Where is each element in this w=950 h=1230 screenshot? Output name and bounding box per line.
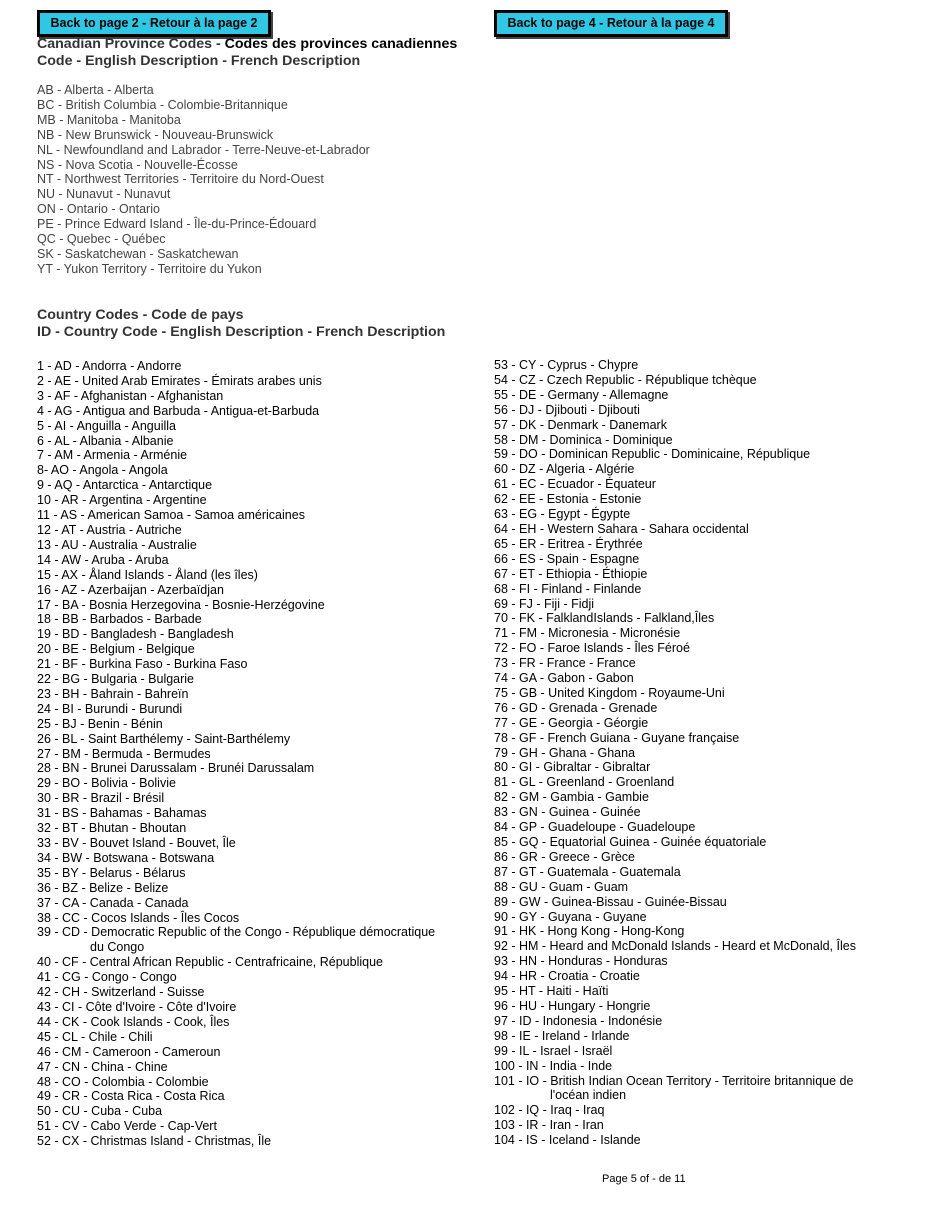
list-item: 41 - CG - Congo - Congo	[37, 970, 177, 985]
list-item: 91 - HK - Hong Kong - Hong-Kong	[494, 924, 685, 939]
list-item: 48 - CO - Colombia - Colombie	[37, 1074, 209, 1089]
list-item: 104 - IS - Iceland - Islande	[494, 1133, 641, 1148]
list-item: NU - Nunavut - Nunavut	[37, 187, 171, 202]
back-to-page-2-button[interactable]: Back to page 2 - Retour à la page 2	[37, 10, 271, 37]
list-item: 58 - DM - Dominica - Dominique	[494, 432, 673, 447]
list-item: 17 - BA - Bosnia Herzegovina - Bosnie-Herzégovine	[37, 597, 325, 612]
list-item: 29 - BO - Bolivia - Bolivie	[37, 776, 176, 791]
list-item: 53 - CY - Cyprus - Chypre	[494, 358, 639, 372]
list-item: 52 - CX - Christmas Island - Christmas, Île	[37, 1134, 272, 1149]
list-item: 42 - CH - Switzerland - Suisse	[37, 985, 205, 1000]
list-item: 68 - FI - Finland - Finlande	[494, 581, 642, 596]
list-item: 27 - BM - Bermuda - Bermudes	[37, 746, 211, 761]
list-item: 76 - GD - Grenada - Grenade	[494, 700, 658, 715]
list-item: 31 - BS - Bahamas - Bahamas	[37, 806, 207, 821]
list-item: 49 - CR - Costa Rica - Costa Rica	[37, 1089, 225, 1104]
list-item: 12 - AT - Austria - Autriche	[37, 522, 182, 537]
list-item: 22 - BG - Bulgaria - Bulgarie	[37, 672, 195, 687]
list-item: MB - Manitoba - Manitoba	[37, 112, 181, 127]
list-item: 5 - AI - Anguilla - Anguilla	[37, 418, 176, 433]
list-item: NT - Northwest Territories - Territoire du Nord-Ouest	[37, 172, 324, 187]
list-item: 81 - GL - Greenland - Groenland	[494, 775, 675, 790]
list-item: 3 - AF - Afghanistan - Afghanistan	[37, 388, 224, 403]
list-item: 28 - BN - Brunei Darussalam - Brunéi Darussalam	[37, 761, 315, 776]
country-list-column-1	[37, 359, 477, 1149]
list-item: 71 - FM - Micronesia - Micronésie	[494, 626, 681, 641]
list-item: 51 - CV - Cabo Verde - Cap-Vert	[37, 1119, 217, 1134]
list-item: 55 - DE - Germany - Allemagne	[494, 387, 669, 402]
list-item: 37 - CA - Canada - Canada	[37, 895, 189, 910]
list-item: 65 - ER - Eritrea - Érythrée	[494, 536, 643, 551]
list-item: 59 - DO - Dominican Republic - Dominicaine, République	[494, 447, 811, 462]
list-item: 8- AO - Angola - Angola	[37, 463, 168, 478]
list-item: 60 - DZ - Algeria - Algérie	[494, 462, 635, 477]
list-item: 72 - FO - Faroe Islands - Îles Féroé	[494, 641, 690, 656]
list-item: 32 - BT - Bhutan - Bhoutan	[37, 821, 187, 836]
list-item: 43 - CI - Côte d'Ivoire - Côte d'Ivoire	[37, 999, 237, 1014]
list-item: 69 - FJ - Fiji - Fidji	[494, 596, 594, 611]
list-item: 82 - GM - Gambia - Gambie	[494, 790, 649, 805]
list-item: AB - Alberta - Alberta	[37, 83, 154, 97]
page-number: Page 5 of - de 11	[602, 1173, 686, 1185]
list-item: 73 - FR - France - France	[494, 656, 636, 671]
list-item: 61 - EC - Ecuador - Équateur	[494, 477, 656, 492]
list-item: 15 - AX - Åland Islands - Åland (les îles)	[37, 567, 258, 582]
list-item: 46 - CM - Cameroon - Cameroun	[37, 1044, 221, 1059]
list-item: 13 - AU - Australia - Australie	[37, 537, 197, 552]
list-item: 21 - BF - Burkina Faso - Burkina Faso	[37, 657, 248, 672]
list-item: 14 - AW - Aruba - Aruba	[37, 552, 169, 567]
list-item: 19 - BD - Bangladesh - Bangladesh	[37, 627, 234, 642]
list-item: 74 - GA - Gabon - Gabon	[494, 671, 634, 686]
list-item: 83 - GN - Guinea - Guinée	[494, 805, 641, 820]
list-item: 44 - CK - Cook Islands - Cook, Îles	[37, 1014, 230, 1029]
country-list-column-2	[494, 358, 934, 1148]
list-item	[37, 925, 477, 955]
list-item: 98 - IE - Ireland - Irlande	[494, 1028, 630, 1043]
list-item: 33 - BV - Bouvet Island - Bouvet, Île	[37, 836, 236, 850]
list-item: 77 - GE - Georgia - Géorgie	[494, 715, 649, 730]
list-item-continuation: du Congo	[90, 940, 145, 955]
list-item: 85 - GQ - Equatorial Guinea - Guinée équatoriale	[494, 835, 767, 849]
province-codes-title	[37, 36, 457, 52]
list-item: 102 - IQ - Iraq - Iraq	[494, 1103, 605, 1118]
province-list	[37, 83, 370, 277]
list-item: NL - Newfoundland and Labrador - Terre-Neuve-et-Labrador	[37, 142, 370, 157]
province-title-fr: Codes des provinces canadiennes	[224, 36, 458, 52]
list-item: 100 - IN - India - Inde	[494, 1058, 613, 1073]
list-item: 78 - GF - French Guiana - Guyane française	[494, 730, 740, 745]
list-item: 93 - HN - Honduras - Honduras	[494, 954, 668, 969]
list-item	[494, 1074, 934, 1104]
list-item: 34 - BW - Botswana - Botswana	[37, 850, 215, 865]
list-item: BC - British Columbia - Colombie-Britannique	[37, 97, 288, 112]
list-item: 95 - HT - Haiti - Haïti	[494, 984, 609, 999]
list-item: 35 - BY - Belarus - Bélarus	[37, 865, 186, 880]
list-item: 1 - AD - Andorra - Andorre	[37, 359, 182, 373]
list-item: 24 - BI - Burundi - Burundi	[37, 701, 183, 716]
list-item: 97 - ID - Indonesia - Indonésie	[494, 1013, 663, 1028]
list-item: 103 - IR - Iran - Iran	[494, 1118, 604, 1133]
list-item: YT - Yukon Territory - Territoire du Yukon	[37, 261, 262, 276]
list-item: 20 - BE - Belgium - Belgique	[37, 642, 195, 657]
list-item: 54 - CZ - Czech Republic - République tchèque	[494, 372, 757, 387]
list-item: 79 - GH - Ghana - Ghana	[494, 745, 636, 760]
country-columns-header: ID - Country Code - English Description - French Description	[37, 324, 446, 340]
list-item: 18 - BB - Barbados - Barbade	[37, 612, 202, 627]
country-codes-title: Country Codes - Code de pays	[37, 307, 244, 323]
list-item: 9 - AQ - Antarctica - Antarctique	[37, 478, 213, 493]
list-item: 94 - HR - Croatia - Croatie	[494, 969, 640, 984]
list-item: 38 - CC - Cocos Islands - Îles Cocos	[37, 910, 240, 925]
list-item: PE - Prince Edward Island - Île-du-Prince-Édouard	[37, 217, 317, 232]
list-item: 86 - GR - Greece - Grèce	[494, 849, 636, 864]
list-item: 66 - ES - Spain - Espagne	[494, 551, 640, 566]
list-item: 75 - GB - United Kingdom - Royaume-Uni	[494, 685, 725, 700]
list-item: 92 - HM - Heard and McDonald Islands - Heard et McDonald, Îles	[494, 939, 856, 954]
list-item: QC - Quebec - Québec	[37, 232, 166, 247]
list-item: 62 - EE - Estonia - Estonie	[494, 492, 642, 507]
list-item: 70 - FK - FalklandIslands - Falkland,Îles	[494, 611, 715, 626]
list-item: 30 - BR - Brazil - Brésil	[37, 791, 165, 806]
list-item: 45 - CL - Chile - Chili	[37, 1029, 153, 1044]
list-item: 6 - AL - Albania - Albanie	[37, 433, 174, 448]
list-item: ON - Ontario - Ontario	[37, 202, 160, 217]
list-item: 50 - CU - Cuba - Cuba	[37, 1104, 163, 1119]
list-item: 23 - BH - Bahrain - Bahreïn	[37, 686, 189, 701]
list-item-continuation: l'océan indien	[550, 1088, 627, 1103]
list-item: 87 - GT - Guatemala - Guatemala	[494, 864, 681, 879]
list-item: 57 - DK - Denmark - Danemark	[494, 417, 667, 432]
list-item: 2 - AE - United Arab Emirates - Émirats arabes unis	[37, 373, 322, 388]
list-item: 25 - BJ - Benin - Bénin	[37, 716, 163, 731]
list-item: 16 - AZ - Azerbaijan - Azerbaïdjan	[37, 582, 224, 597]
list-item: 36 - BZ - Belize - Belize	[37, 880, 169, 895]
list-item: 10 - AR - Argentina - Argentine	[37, 493, 207, 508]
list-item: 90 - GY - Guyana - Guyane	[494, 909, 647, 924]
province-title-en: Canadian Province Codes -	[37, 36, 225, 52]
list-item: 40 - CF - Central African Republic - Centrafricaine, République	[37, 955, 383, 970]
list-item: SK - Saskatchewan - Saskatchewan	[37, 246, 239, 261]
list-item: 63 - EG - Egypt - Égypte	[494, 507, 631, 522]
list-item: 84 - GP - Guadeloupe - Guadeloupe	[494, 820, 696, 835]
list-item: 11 - AS - American Samoa - Samoa américaines	[37, 508, 305, 523]
list-item: 67 - ET - Ethiopia - Éthiopie	[494, 566, 648, 581]
list-item: 99 - IL - Israel - Israël	[494, 1043, 613, 1058]
list-item: 47 - CN - China - Chine	[37, 1059, 168, 1074]
list-item: NS - Nova Scotia - Nouvelle-Écosse	[37, 157, 238, 172]
list-item: 7 - AM - Armenia - Arménie	[37, 448, 188, 463]
list-item-text: 39 - CD - Democratic Republic of the Congo - République démocratique	[37, 925, 436, 940]
list-item: 80 - GI - Gibraltar - Gibraltar	[494, 760, 651, 775]
list-item: NB - New Brunswick - Nouveau-Brunswick	[37, 127, 274, 142]
list-item: 56 - DJ - Djibouti - Djibouti	[494, 402, 640, 417]
list-item-text: 101 - IO - British Indian Ocean Territory - Territoire britannique de	[494, 1073, 854, 1088]
list-item: 4 - AG - Antigua and Barbuda - Antigua-et-Barbuda	[37, 403, 320, 418]
list-item: 26 - BL - Saint Barthélemy - Saint-Barthélemy	[37, 731, 291, 746]
list-item: 96 - HU - Hungary - Hongrie	[494, 998, 651, 1013]
list-item: 88 - GU - Guam - Guam	[494, 879, 629, 894]
back-to-page-4-button[interactable]: Back to page 4 - Retour à la page 4	[494, 10, 728, 37]
list-item: 64 - EH - Western Sahara - Sahara occidental	[494, 521, 749, 536]
province-columns-header: Code - English Description - French Description	[37, 53, 361, 69]
list-item: 89 - GW - Guinea-Bissau - Guinée-Bissau	[494, 894, 727, 909]
